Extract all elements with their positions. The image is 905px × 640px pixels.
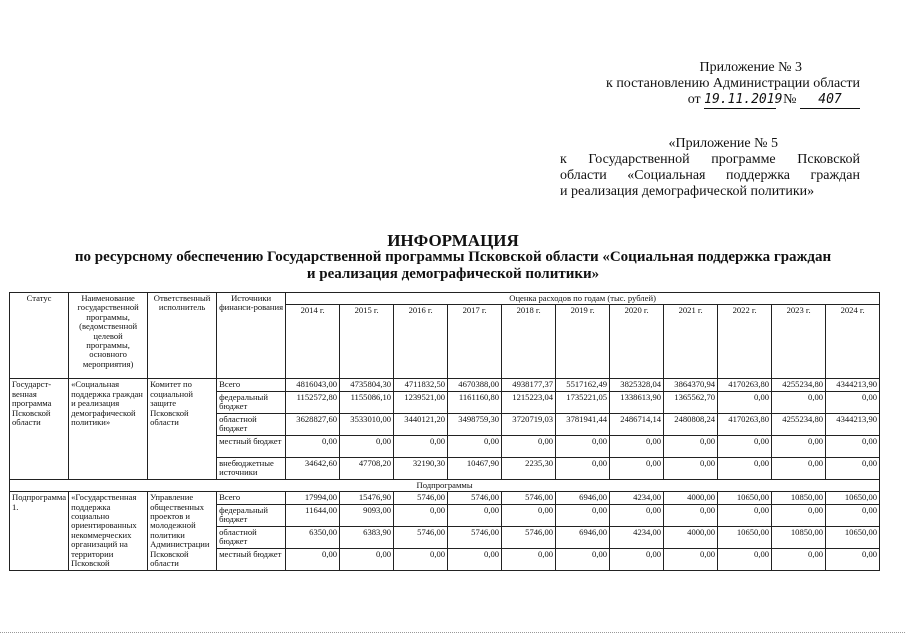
cell-name: «Государственная поддержка социально ориентированных некоммерческих организаций на территории Псковской [69, 492, 148, 570]
cell-value: 0,00 [718, 548, 772, 570]
cell-value: 0,00 [502, 548, 556, 570]
subprograms-row [10, 479, 880, 491]
cell-value: 0,00 [448, 435, 502, 457]
cell-value: 4170263,80 [718, 413, 772, 435]
cell-value: 17994,00 [286, 492, 340, 504]
header-year: 2021 г. [664, 305, 718, 379]
cell-status: Государст-венная программа Псковской области [10, 379, 69, 479]
cell-value: 0,00 [610, 435, 664, 457]
scan-edge [0, 632, 905, 634]
cell-value: 0,00 [718, 391, 772, 413]
cell-value: 0,00 [556, 435, 610, 457]
cell-value: 0,00 [826, 457, 880, 479]
header-year: 2024 г. [826, 305, 880, 379]
cell-value: 6350,00 [286, 526, 340, 548]
appendix3-title: Приложение № 3 [699, 60, 802, 75]
cell-value: 6946,00 [556, 492, 610, 504]
header-year: 2022 г. [718, 305, 772, 379]
cell-value: 3720719,03 [502, 413, 556, 435]
cell-value: 0,00 [394, 548, 448, 570]
number-value: 407 [800, 92, 860, 109]
cell-value: 4670388,00 [448, 379, 502, 391]
cell-value: 0,00 [664, 457, 718, 479]
cell-value: 0,00 [772, 457, 826, 479]
header-estimate: Оценка расходов по годам (тыс. рублей) [286, 293, 880, 305]
appendix5-title: «Приложение № 5 [668, 136, 778, 151]
cell-value: 0,00 [826, 435, 880, 457]
cell-value: 0,00 [556, 548, 610, 570]
cell-source: областной бюджет [217, 413, 286, 435]
header-year: 2019 г. [556, 305, 610, 379]
cell-value: 0,00 [826, 548, 880, 570]
cell-source: областной бюджет [217, 526, 286, 548]
title-sub1: по ресурсному обеспечению Государственной программы Псковской области «Социальная поддержка граждан [74, 249, 832, 265]
cell-value: 2480808,24 [664, 413, 718, 435]
cell-value: 4000,00 [664, 492, 718, 504]
cell-value: 10850,00 [772, 526, 826, 548]
document-title [40, 232, 866, 283]
cell-value: 0,00 [718, 457, 772, 479]
cell-value: 0,00 [664, 435, 718, 457]
cell-source: местный бюджет [217, 548, 286, 570]
cell-value: 9093,00 [340, 504, 394, 526]
cell-value: 4735804,30 [340, 379, 394, 391]
cell-value: 1338613,90 [610, 391, 664, 413]
cell-value: 3825328,04 [610, 379, 664, 391]
cell-value: 0,00 [286, 548, 340, 570]
cell-value: 3781941,44 [556, 413, 610, 435]
cell-value: 0,00 [610, 548, 664, 570]
cell-value: 5517162,49 [556, 379, 610, 391]
cell-value: 6383,90 [340, 526, 394, 548]
header-year: 2014 г. [286, 305, 340, 379]
cell-value: 3864370,94 [664, 379, 718, 391]
cell-value: 0,00 [718, 435, 772, 457]
cell-value: 5746,00 [448, 526, 502, 548]
cell-value: 4000,00 [664, 526, 718, 548]
subprograms-label: Подпрограммы [10, 479, 880, 491]
cell-value: 1155086,10 [340, 391, 394, 413]
cell-value: 0,00 [502, 504, 556, 526]
resource-table [9, 292, 880, 571]
appendix5-block [560, 136, 860, 200]
header-year: 2023 г. [772, 305, 826, 379]
cell-value: 0,00 [772, 504, 826, 526]
cell-source: местный бюджет [217, 435, 286, 457]
cell-value: 10650,00 [718, 492, 772, 504]
cell-value: 5746,00 [394, 526, 448, 548]
header-responsible: Ответственный исполнитель [148, 293, 217, 379]
cell-responsible: Управление общественных проектов и молодежной политики Администрации Псковской области [148, 492, 217, 570]
cell-value: 0,00 [610, 457, 664, 479]
cell-value: 1735221,05 [556, 391, 610, 413]
cell-value: 0,00 [826, 391, 880, 413]
cell-value: 0,00 [340, 548, 394, 570]
cell-value: 1215223,04 [502, 391, 556, 413]
cell-value: 4234,00 [610, 492, 664, 504]
cell-value: 4344213,90 [826, 413, 880, 435]
appendix3-block [560, 60, 860, 109]
cell-value: 4234,00 [610, 526, 664, 548]
cell-value: 0,00 [448, 548, 502, 570]
cell-value: 3628827,60 [286, 413, 340, 435]
cell-value: 10467,90 [448, 457, 502, 479]
appendix5-line2: к Государственной программе Псковской [560, 152, 860, 167]
cell-value: 3498759,30 [448, 413, 502, 435]
cell-value: 4255234,80 [772, 413, 826, 435]
cell-value: 1161160,80 [448, 391, 502, 413]
cell-value: 47708,20 [340, 457, 394, 479]
cell-value: 5746,00 [502, 526, 556, 548]
cell-value: 34642,60 [286, 457, 340, 479]
cell-name: «Социальная поддержка граждан и реализация демографической политики» [69, 379, 148, 479]
cell-source: федеральный бюджет [217, 504, 286, 526]
cell-value: 2486714,14 [610, 413, 664, 435]
cell-value: 1152572,80 [286, 391, 340, 413]
appendix5-line3: области «Социальная поддержка граждан [560, 168, 860, 183]
cell-value: 0,00 [394, 504, 448, 526]
cell-value: 0,00 [556, 504, 610, 526]
cell-value: 0,00 [610, 504, 664, 526]
appendix3-resolution: к постановлению Администрации области [606, 76, 860, 91]
cell-source: федеральный бюджет [217, 391, 286, 413]
number-prefix: № [783, 92, 797, 107]
cell-source: Всего [217, 492, 286, 504]
cell-status: Подпрограмма 1. [10, 492, 69, 570]
date-prefix: от [687, 92, 701, 107]
table-row [10, 379, 880, 391]
header-year: 2017 г. [448, 305, 502, 379]
cell-value: 0,00 [772, 435, 826, 457]
cell-value: 10650,00 [826, 492, 880, 504]
cell-value: 3533010,00 [340, 413, 394, 435]
table-row [10, 492, 880, 504]
cell-value: 4255234,80 [772, 379, 826, 391]
cell-value: 0,00 [340, 435, 394, 457]
cell-responsible: Комитет по социальной защите Псковской области [148, 379, 217, 479]
appendix5-line4: и реализация демографической политики» [560, 184, 815, 199]
cell-value: 15476,90 [340, 492, 394, 504]
cell-source: Всего [217, 379, 286, 391]
cell-value: 0,00 [448, 504, 502, 526]
cell-value: 4938177,37 [502, 379, 556, 391]
cell-value: 1239521,00 [394, 391, 448, 413]
header-sources: Источники финанси-рования [217, 293, 286, 379]
cell-value: 0,00 [664, 548, 718, 570]
header-name: Наименование государственной программы, (ведомственной целевой программы, основного мероприятия) [69, 293, 148, 379]
header-year: 2018 г. [502, 305, 556, 379]
cell-value: 0,00 [502, 435, 556, 457]
cell-value: 10650,00 [718, 526, 772, 548]
date-value: 19.11.2019 [704, 92, 783, 107]
cell-value: 5746,00 [502, 492, 556, 504]
cell-value: 4816043,00 [286, 379, 340, 391]
title-sub2: и реализация демографической политики» [306, 266, 600, 282]
header-year: 2016 г. [394, 305, 448, 379]
appendix3-date-line [560, 92, 860, 109]
cell-value: 0,00 [826, 504, 880, 526]
cell-value: 0,00 [718, 504, 772, 526]
cell-value: 0,00 [664, 504, 718, 526]
cell-value: 5746,00 [448, 492, 502, 504]
cell-value: 1365562,70 [664, 391, 718, 413]
cell-value: 6946,00 [556, 526, 610, 548]
cell-value: 4711832,50 [394, 379, 448, 391]
cell-value: 32190,30 [394, 457, 448, 479]
title-main: ИНФОРМАЦИЯ [387, 231, 519, 250]
cell-value: 0,00 [556, 457, 610, 479]
header-status: Статус [10, 293, 69, 379]
cell-value: 4170263,80 [718, 379, 772, 391]
cell-value: 4344213,90 [826, 379, 880, 391]
header-year: 2020 г. [610, 305, 664, 379]
cell-value: 10850,00 [772, 492, 826, 504]
cell-value: 10650,00 [826, 526, 880, 548]
cell-value: 2235,30 [502, 457, 556, 479]
cell-value: 0,00 [394, 435, 448, 457]
cell-source: внебюджетные источники [217, 457, 286, 479]
cell-value: 5746,00 [394, 492, 448, 504]
cell-value: 0,00 [772, 548, 826, 570]
cell-value: 0,00 [286, 435, 340, 457]
cell-value: 11644,00 [286, 504, 340, 526]
cell-value: 0,00 [772, 391, 826, 413]
cell-value: 3440121,20 [394, 413, 448, 435]
header-year: 2015 г. [340, 305, 394, 379]
